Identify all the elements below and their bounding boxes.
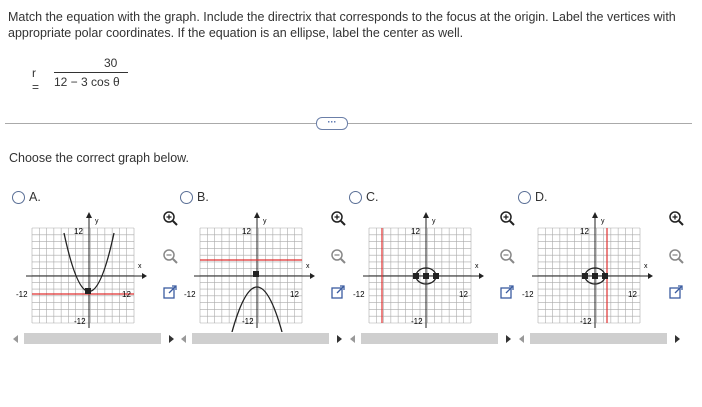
option-d-graph xyxy=(518,208,668,332)
option-c-tick-bottom: -12 xyxy=(411,317,423,326)
scroll-track[interactable] xyxy=(24,333,161,344)
y-axis-arrow xyxy=(423,212,429,218)
scroll-track[interactable] xyxy=(530,333,667,344)
option-c-radio[interactable] xyxy=(349,191,362,204)
scroll-track[interactable] xyxy=(361,333,498,344)
more-button[interactable]: ··· xyxy=(316,117,348,130)
option-c-graph xyxy=(349,208,499,332)
option-a-tick-right: 12 xyxy=(122,290,131,299)
option-b-tick-top: 12 xyxy=(242,227,251,236)
option-c-vertex-left xyxy=(413,273,419,279)
option-d-label: D. xyxy=(535,190,548,204)
option-d-x-label: x xyxy=(644,263,648,270)
scroll-track[interactable] xyxy=(192,333,329,344)
option-c-label: C. xyxy=(366,190,379,204)
option-a-expand-icon[interactable] xyxy=(162,284,179,301)
scroll-left-arrow-icon[interactable] xyxy=(350,335,355,343)
option-c-tick-top: 12 xyxy=(411,227,420,236)
option-a-scrollbar[interactable] xyxy=(12,332,177,345)
option-c xyxy=(349,190,519,350)
equation-lhs: r = xyxy=(32,66,40,94)
fraction-bar xyxy=(54,72,128,73)
question-instructions: Match the equation with the graph. Include the directrix that corresponds to the focus at the origin. Label the vertices with appropriate polar coordinates. If the equation is an ellipse, label the center as well. xyxy=(8,10,676,40)
scroll-left-arrow-icon[interactable] xyxy=(13,335,18,343)
option-c-tick-left: -12 xyxy=(353,290,365,299)
option-b-graph xyxy=(180,208,330,332)
section-divider xyxy=(5,123,692,124)
option-c-expand-icon[interactable] xyxy=(499,284,516,301)
y-axis-arrow xyxy=(254,212,260,218)
option-c-center xyxy=(423,273,429,279)
option-a-tick-top: 12 xyxy=(74,227,83,236)
option-d-zoom-in-icon[interactable] xyxy=(668,210,685,227)
option-b-tick-left: -12 xyxy=(184,290,196,299)
option-c-y-label: y xyxy=(432,218,436,225)
scroll-right-arrow-icon[interactable] xyxy=(169,335,174,343)
option-d-y-label: y xyxy=(601,218,605,225)
scroll-right-arrow-icon[interactable] xyxy=(506,335,511,343)
option-c-zoom-out-icon[interactable] xyxy=(499,248,516,265)
option-a-tick-left: -12 xyxy=(16,290,28,299)
option-b-radio[interactable] xyxy=(180,191,193,204)
option-d-expand-icon[interactable] xyxy=(668,284,685,301)
option-d-zoom-out-icon[interactable] xyxy=(668,248,685,265)
option-a-y-label: y xyxy=(95,218,99,225)
scroll-left-arrow-icon[interactable] xyxy=(519,335,524,343)
option-d-tick-right: 12 xyxy=(628,290,637,299)
option-d-radio[interactable] xyxy=(518,191,531,204)
option-c-vertex-right xyxy=(433,273,439,279)
option-c-scrollbar[interactable] xyxy=(349,332,514,345)
option-d-center xyxy=(592,273,598,279)
x-axis-arrow xyxy=(310,273,315,279)
option-b xyxy=(180,190,350,350)
choose-prompt: Choose the correct graph below. xyxy=(9,151,189,165)
option-a-tick-bottom: -12 xyxy=(74,317,86,326)
scroll-right-arrow-icon[interactable] xyxy=(337,335,342,343)
option-b-label: B. xyxy=(197,190,209,204)
x-axis-arrow xyxy=(142,273,147,279)
option-a-zoom-out-icon[interactable] xyxy=(162,248,179,265)
y-axis-arrow xyxy=(592,212,598,218)
option-c-zoom-in-icon[interactable] xyxy=(499,210,516,227)
option-b-zoom-out-icon[interactable] xyxy=(330,248,347,265)
option-a-vertex xyxy=(85,288,91,294)
option-b-tick-bottom: -12 xyxy=(242,317,254,326)
x-axis-arrow xyxy=(648,273,653,279)
option-b-scrollbar[interactable] xyxy=(180,332,345,345)
option-a-radio[interactable] xyxy=(12,191,25,204)
option-a xyxy=(12,190,182,350)
option-d-tick-bottom: -12 xyxy=(580,317,592,326)
option-d-tick-top: 12 xyxy=(580,227,589,236)
option-b-tick-right: 12 xyxy=(290,290,299,299)
option-d xyxy=(518,190,688,350)
option-b-vertex xyxy=(253,271,259,277)
option-d-scrollbar[interactable] xyxy=(518,332,683,345)
option-a-zoom-in-icon[interactable] xyxy=(162,210,179,227)
option-b-y-label: y xyxy=(263,218,267,225)
y-axis-arrow xyxy=(86,212,92,218)
equation-numerator: 30 xyxy=(104,56,118,70)
option-d-vertex-left xyxy=(582,273,588,279)
option-a-graph xyxy=(12,208,162,332)
option-b-expand-icon[interactable] xyxy=(330,284,347,301)
option-b-x-label: x xyxy=(306,263,310,270)
option-c-x-label: x xyxy=(475,263,479,270)
option-b-zoom-in-icon[interactable] xyxy=(330,210,347,227)
scroll-left-arrow-icon[interactable] xyxy=(181,335,186,343)
equation-denominator: 12 − 3 cos θ xyxy=(54,75,120,89)
x-axis-arrow xyxy=(479,273,484,279)
option-c-tick-right: 12 xyxy=(459,290,468,299)
scroll-right-arrow-icon[interactable] xyxy=(675,335,680,343)
option-a-x-label: x xyxy=(138,263,142,270)
option-d-vertex-right xyxy=(602,273,608,279)
option-a-label: A. xyxy=(29,190,41,204)
option-d-tick-left: -12 xyxy=(522,290,534,299)
